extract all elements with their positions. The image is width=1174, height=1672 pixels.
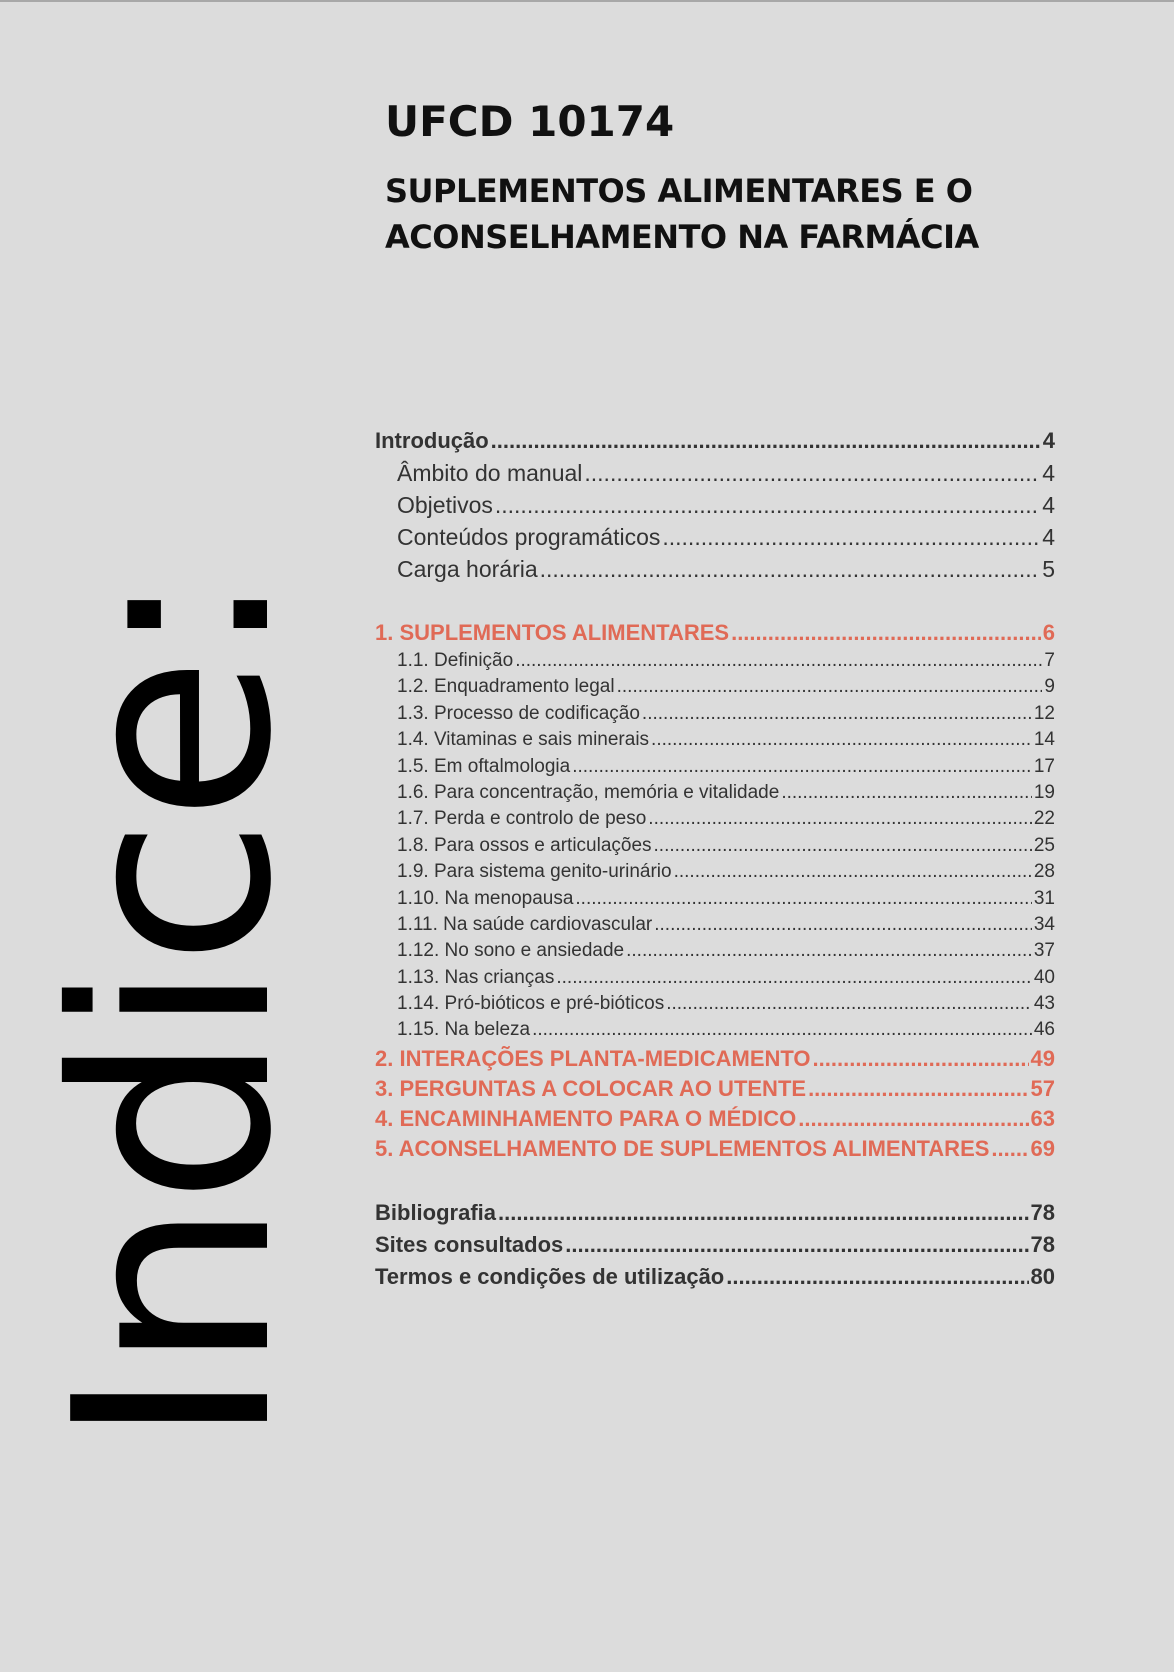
toc-subentry[interactable] — [375, 967, 1055, 993]
toc-entry-page: 9 — [1044, 676, 1055, 698]
toc-leader-dots — [575, 888, 1031, 910]
toc-leader-dots — [781, 782, 1032, 804]
top-rule — [0, 0, 1174, 2]
toc-entry-label: 1.10. Na menopausa — [397, 887, 574, 909]
toc-entry-label: 1.15. Na beleza — [397, 1019, 531, 1041]
toc-subentry[interactable] — [375, 940, 1055, 966]
toc-leader-dots — [662, 524, 1040, 551]
toc-subentry[interactable] — [375, 756, 1055, 782]
toc-entry-label: 1.7. Perda e controlo de peso — [397, 808, 647, 830]
toc-entry[interactable] — [375, 556, 1055, 588]
toc-entry-page: 78 — [1030, 1199, 1055, 1225]
toc-leader-dots — [726, 1264, 1028, 1290]
toc-entry[interactable] — [375, 460, 1055, 492]
toc-entry-bibliografia[interactable] — [375, 1200, 1055, 1232]
toc-leader-dots — [813, 1046, 1029, 1072]
toc-entry-label: 3. PERGUNTAS A COLOCAR AO UTENTE — [375, 1075, 807, 1101]
toc-entry-label: Âmbito do manual — [397, 460, 583, 486]
table-of-contents — [375, 428, 1055, 1296]
toc-entry-label: 1.1. Definição — [397, 650, 514, 671]
toc-chapter-5[interactable] — [375, 1136, 1055, 1166]
toc-chapter-2[interactable] — [375, 1046, 1055, 1076]
toc-chapter-4[interactable] — [375, 1106, 1055, 1136]
toc-entry-label: 1.2. Enquadramento legal — [397, 676, 615, 698]
toc-entry-page: 43 — [1033, 993, 1055, 1015]
toc-leader-dots — [556, 967, 1032, 989]
toc-leader-dots — [626, 940, 1032, 962]
toc-entry-label: 1.12. No sono e ansiedade — [397, 940, 625, 962]
toc-subentry[interactable] — [375, 729, 1055, 755]
toc-entry-page: 4 — [1042, 492, 1055, 518]
toc-entry-label: 1.13. Nas crianças — [397, 966, 555, 988]
toc-subentry[interactable] — [375, 914, 1055, 940]
toc-entry-label: Introdução — [375, 428, 489, 453]
toc-entry[interactable] — [375, 492, 1055, 524]
toc-entry-page: 57 — [1030, 1075, 1055, 1101]
toc-leader-dots — [654, 835, 1032, 857]
toc-entry-page: 78 — [1030, 1231, 1055, 1257]
toc-leader-dots — [540, 556, 1041, 583]
toc-leader-dots — [674, 861, 1032, 883]
toc-chapter-3[interactable] — [375, 1076, 1055, 1106]
toc-entry-page: 4 — [1042, 460, 1055, 486]
toc-entry-label: 1.3. Processo de codificação — [397, 702, 640, 724]
toc-entry-label: 4. ENCAMINHAMENTO PARA O MÉDICO — [375, 1105, 797, 1131]
toc-leader-dots — [617, 676, 1043, 698]
toc-entry-label: Bibliografia — [375, 1199, 497, 1225]
toc-leader-dots — [498, 1200, 1029, 1226]
toc-entry-introducao[interactable] — [375, 428, 1055, 460]
toc-entry-page: 4 — [1042, 428, 1055, 453]
toc-leader-dots — [731, 620, 1041, 646]
toc-entry-label: 1. SUPLEMENTOS ALIMENTARES — [375, 620, 730, 645]
toc-entry-page: 22 — [1033, 808, 1055, 830]
toc-entry-label: 1.8. Para ossos e articulações — [397, 834, 652, 856]
toc-leader-dots — [651, 729, 1032, 751]
toc-spacer — [375, 588, 1055, 620]
toc-entry-page: 46 — [1033, 1019, 1055, 1041]
toc-entry-label: 2. INTERAÇÕES PLANTA-MEDICAMENTO — [375, 1045, 811, 1071]
toc-leader-dots — [584, 460, 1040, 487]
toc-subentry[interactable] — [375, 650, 1055, 676]
toc-chapter-1[interactable] — [375, 620, 1055, 650]
toc-leader-dots — [991, 1136, 1028, 1162]
toc-entry-label: Termos e condições de utilização — [375, 1263, 725, 1289]
toc-leader-dots — [495, 492, 1040, 519]
toc-subentry[interactable] — [375, 808, 1055, 834]
toc-entry-page: 14 — [1033, 729, 1055, 751]
index-side-title: Indice: — [16, 572, 331, 1448]
toc-entry-label: 1.5. Em oftalmologia — [397, 755, 571, 777]
toc-entry-page: 28 — [1033, 861, 1055, 883]
toc-entry-page: 31 — [1033, 887, 1055, 909]
toc-entry-page: 69 — [1030, 1135, 1055, 1161]
toc-subentry[interactable] — [375, 993, 1055, 1019]
toc-leader-dots — [565, 1232, 1028, 1258]
ufcd-code: UFCD 10174 — [385, 97, 675, 146]
subtitle-line-1: SUPLEMENTOS ALIMENTARES E O — [385, 172, 973, 210]
toc-entry-label: Objetivos — [397, 492, 493, 518]
subtitle-line-2: ACONSELHAMENTO NA FARMÁCIA — [385, 218, 979, 256]
toc-entry[interactable] — [375, 524, 1055, 556]
toc-leader-dots — [666, 993, 1032, 1015]
toc-entry-label: 1.11. Na saúde cardiovascular — [397, 913, 653, 935]
toc-entry-page: 4 — [1042, 524, 1055, 550]
toc-leader-dots — [532, 1019, 1032, 1041]
toc-entry-page: 5 — [1042, 556, 1055, 582]
toc-subentry[interactable] — [375, 1019, 1055, 1045]
toc-entry-page: 12 — [1033, 702, 1055, 724]
toc-leader-dots — [654, 914, 1032, 936]
toc-entry-page: 37 — [1033, 940, 1055, 962]
toc-entry-label: 1.4. Vitaminas e sais minerais — [397, 729, 650, 751]
toc-entry-label: 5. ACONSELHAMENTO DE SUPLEMENTOS ALIMENTARES — [375, 1135, 990, 1161]
toc-subentry[interactable] — [375, 861, 1055, 887]
toc-entry-label: 1.9. Para sistema genito-urinário — [397, 861, 672, 883]
toc-entry-page: 25 — [1033, 834, 1055, 856]
toc-entry-page: 6 — [1042, 620, 1055, 645]
toc-entry-page: 17 — [1033, 755, 1055, 777]
toc-spacer — [375, 1166, 1055, 1200]
toc-leader-dots — [572, 756, 1032, 778]
toc-entry-label: 1.14. Pró-bióticos e pré-bióticos — [397, 993, 665, 1015]
toc-entry-page: 40 — [1033, 966, 1055, 988]
toc-entry-label: Carga horária — [397, 556, 538, 582]
toc-entry-page: 63 — [1030, 1105, 1055, 1131]
toc-subentry[interactable] — [375, 888, 1055, 914]
toc-leader-dots — [798, 1106, 1028, 1132]
toc-entry-page: 7 — [1044, 650, 1055, 671]
toc-entry-page: 19 — [1033, 781, 1055, 803]
toc-entry-label: Conteúdos programáticos — [397, 524, 661, 550]
document-header — [385, 96, 1105, 260]
toc-leader-dots — [515, 650, 1042, 672]
document-subtitle — [385, 168, 1105, 260]
toc-subentry[interactable] — [375, 703, 1055, 729]
toc-subentry[interactable] — [375, 782, 1055, 808]
toc-subentry[interactable] — [375, 676, 1055, 702]
toc-leader-dots — [642, 703, 1032, 725]
toc-subentry[interactable] — [375, 835, 1055, 861]
toc-entry-page: 80 — [1030, 1263, 1055, 1289]
toc-leader-dots — [648, 808, 1032, 830]
toc-leader-dots — [808, 1076, 1028, 1102]
toc-entry-page: 34 — [1033, 913, 1055, 935]
toc-entry-label: Sites consultados — [375, 1231, 564, 1257]
toc-entry-sites[interactable] — [375, 1232, 1055, 1264]
toc-entry-termos[interactable] — [375, 1264, 1055, 1296]
toc-leader-dots — [491, 428, 1041, 454]
toc-entry-page: 49 — [1030, 1045, 1055, 1071]
toc-entry-label: 1.6. Para concentração, memória e vitalidade — [397, 781, 780, 803]
